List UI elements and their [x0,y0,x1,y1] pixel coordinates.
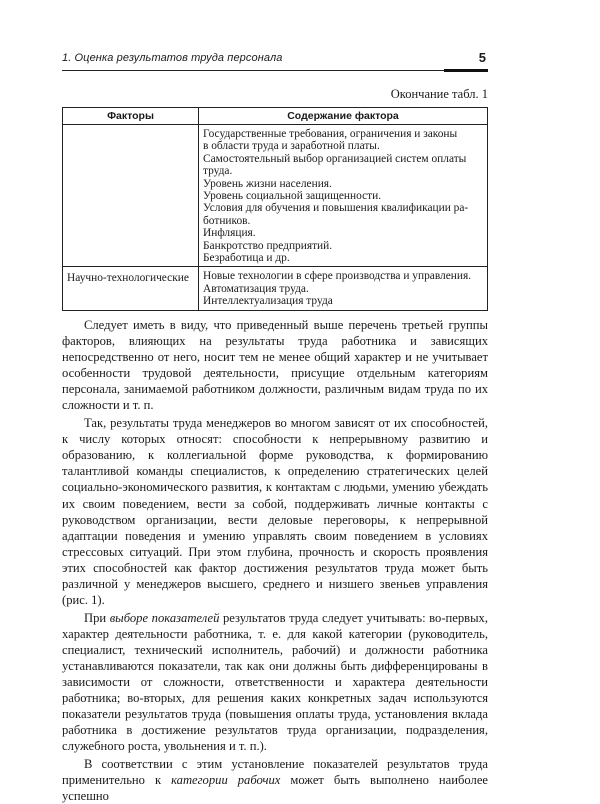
paragraph: Так, результаты труда менеджеров во многом зависят от их способностей, к числу которых относят: способности к непрерывному развитию и образованию, к коллегиальной форме руководства, к формированию талантливой команды специалистов, к определению стратегических целей социально-экономического развития, к контактам с людьми, умению убеждать их своим поведением, вести за собой, поддерживать личные контакты с руководством организации, вести деловые переговоры, к непрерывной адаптации поведения и умению управлять своим поведением в условиях стрессовых ситуаций. При этом глубина, прочность и скорость проявления этих способностей как фактор достижения результатов труда может быть различной у менеджеров высшего, среднего и низшего звеньев управления (рис. 1). [62,416,488,607]
content-cell [199,267,488,310]
content-line: Безработица и др. [203,252,290,265]
header-rule-accent [444,69,488,72]
content-cell [199,125,488,267]
paragraph [62,610,488,754]
content-line: труда. [203,165,233,178]
page-number: 5 [478,50,486,65]
emphasis-term: категории рабочих [171,773,281,788]
body-text [62,317,488,804]
content-line: ботников. [203,214,251,227]
table-row [63,125,488,267]
factor-cell: Научно-технологические [63,267,199,310]
content-line: Новые технологии в сфере производства и управления. [203,270,472,283]
content-line: Интеллектуализация труда [203,295,333,308]
text-run: В соответствии с этим установление показателей результатов труда применительно к [62,757,488,788]
column-header-content: Содержание фактора [199,108,488,125]
header-rule [62,70,488,71]
factors-table [62,107,488,311]
running-title: 1. Оценка результатов труда персонала [62,52,283,64]
column-header-factors: Факторы [63,108,199,125]
text-run: При [84,610,110,625]
text-run: результатов труда следует учитывать: во-первых, характер деятельности работника, т. е. для какой категории (руководитель, специалист, технический исполнитель, рабочий) и должности работника устанавливаются показатели, так как они должны быть дифференцированы в зависимости от сложности, ответственности и характера деятельности работника; во-вторых, для решения каких конкретных задач используются показатели результатов труда (повышения оплаты труда, установления вклада работника в достижение результатов труда организации, подразделения, служебного роста, увольнения и т. п.). [62,610,488,754]
paragraph: Следует иметь в виду, что приведенный выше перечень третьей группы факторов, влияющих на результаты труда работника и зависящих непосредственно от него, носит тем не менее общий характер и не учитывает особенности трудовой деятельности, присущие отдельным категориям персонала, занимаемой работником должности, различным видам труда по их сложности и т. п. [62,318,488,413]
factor-cell [63,125,199,267]
table-caption: Окончание табл. 1 [390,87,488,101]
running-header [62,52,488,70]
content-line: Уровень жизни населения. [203,177,332,190]
emphasis-term: выборе показателей [109,610,220,625]
table-row [63,267,488,310]
paragraph [62,756,488,804]
content-line: Инфляция. [203,227,256,240]
content-line: в области труда и заработной платы. [203,140,380,153]
content-line: Условия для обучения и повышения квалификации ра- [203,202,469,215]
table-header-row [63,108,488,125]
text-run: может быть выполнено наиболее успешно [62,773,489,804]
content-line: Уровень социальной защищенности. [203,190,382,203]
content-line: Самостоятельный выбор организацией систем оплаты [203,152,467,165]
content-line: Банкротство предприятий. [203,239,333,252]
content-line: Государственные требования, ограничения и законы [203,128,458,140]
content-line: Автоматизация труда. [203,282,309,295]
